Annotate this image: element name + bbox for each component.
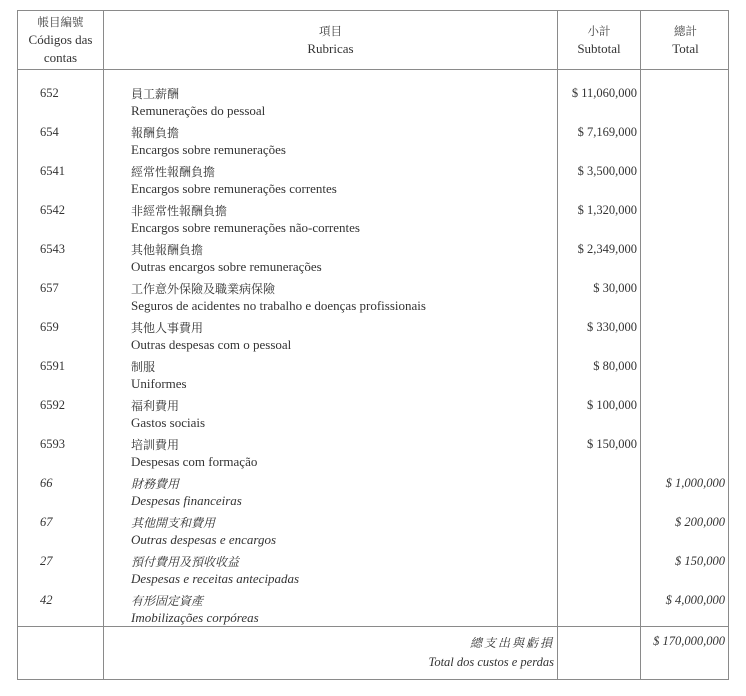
table-row — [18, 77, 730, 116]
table-row — [18, 155, 730, 194]
item-label-zh: 有形固定資產 — [131, 594, 204, 608]
item-label-pt: Uniformes — [131, 376, 187, 391]
account-code: 652 — [40, 86, 59, 100]
subtotal-value: $ 2,349,000 — [577, 242, 637, 256]
item-label-zh: 報酬負擔 — [131, 126, 180, 140]
item-label-zh: 福利費用 — [131, 399, 180, 413]
subtotal-value: $ 3,500,000 — [577, 164, 637, 178]
total-value: $ 1,000,000 — [665, 476, 725, 490]
subtotal-value: $ 100,000 — [587, 398, 637, 412]
header-total — [641, 11, 730, 69]
table-row — [18, 116, 730, 155]
item-label-zh: 預付費用及預收收益 — [131, 555, 240, 569]
account-code: 67 — [40, 515, 53, 529]
table-row — [18, 272, 730, 311]
header-code-zh: 帳目編號 — [37, 15, 84, 29]
total-label-zh: 總支出與虧損 — [469, 636, 554, 650]
item-label-pt: Despesas com formação — [131, 454, 258, 469]
item-label-pt: Despesas e receitas antecipadas — [131, 571, 300, 586]
account-code: 6541 — [40, 164, 65, 178]
account-code: 659 — [40, 320, 59, 334]
item-label-pt: Outras despesas com o pessoal — [131, 337, 292, 352]
header-total-pt: Total — [672, 41, 699, 56]
item-label-pt: Encargos sobre remunerações correntes — [131, 181, 337, 196]
header-subtotal-pt: Subtotal — [577, 41, 621, 56]
table-row — [18, 545, 730, 584]
item-label-pt: Despesas financeiras — [131, 493, 242, 508]
item-label-pt: Remunerações do pessoal — [131, 103, 266, 118]
account-code: 6592 — [40, 398, 65, 412]
subtotal-value: $ 330,000 — [587, 320, 637, 334]
item-label-zh: 其他人事費用 — [131, 321, 204, 335]
table-row — [18, 311, 730, 350]
total-row — [18, 629, 730, 679]
item-label-pt: Encargos sobre remunerações não-correntes — [131, 220, 360, 235]
header-item-zh: 項目 — [319, 24, 342, 38]
table-row — [18, 194, 730, 233]
header-subtotal — [558, 11, 640, 69]
subtotal-value: $ 150,000 — [587, 437, 637, 451]
total-value: $ 200,000 — [675, 515, 725, 529]
subtotal-value: $ 30,000 — [593, 281, 637, 295]
item-label-zh: 制服 — [131, 360, 156, 374]
table-row — [18, 389, 730, 428]
item-label-pt: Seguros de acidentes no trabalho e doenças profissionais — [131, 298, 426, 313]
account-code: 27 — [40, 554, 53, 568]
item-label-zh: 其他報酬負擔 — [131, 243, 204, 257]
table-row — [18, 233, 730, 272]
item-label-pt: Encargos sobre remunerações — [131, 142, 286, 157]
total-label-pt: Total dos custos e perdas — [428, 655, 554, 669]
item-label-pt: Outras despesas e encargos — [131, 532, 277, 547]
item-label-zh: 非經常性報酬負擔 — [131, 204, 228, 218]
account-code: 657 — [40, 281, 59, 295]
total-value: $ 150,000 — [675, 554, 725, 568]
item-label-zh: 其他開支和費用 — [131, 516, 216, 530]
footer-divider — [18, 626, 728, 627]
header-item — [104, 11, 557, 69]
item-label-pt: Outras encargos sobre remunerações — [131, 259, 322, 274]
item-label-zh: 培訓費用 — [131, 438, 180, 452]
account-code: 6593 — [40, 437, 65, 451]
account-code: 654 — [40, 125, 59, 139]
item-label-zh: 財務費用 — [131, 477, 180, 491]
item-label-zh: 經常性報酬負擔 — [131, 165, 216, 179]
subtotal-value: $ 80,000 — [593, 359, 637, 373]
header-total-zh: 總計 — [674, 24, 697, 38]
account-code: 6542 — [40, 203, 65, 217]
table-row — [18, 350, 730, 389]
account-code: 6591 — [40, 359, 65, 373]
account-code: 6543 — [40, 242, 65, 256]
header-subtotal-zh: 小計 — [587, 24, 611, 38]
subtotal-value: $ 11,060,000 — [571, 86, 637, 100]
item-label-zh: 員工薪酬 — [131, 87, 180, 101]
header-code-pt: Códigos das contas — [28, 32, 93, 65]
account-code: 66 — [40, 476, 53, 490]
table-row — [18, 506, 730, 545]
total-value: $ 4,000,000 — [665, 593, 725, 607]
budget-table — [17, 10, 729, 680]
table-row — [18, 428, 730, 467]
item-label-pt: Imobilizações corpóreas — [131, 610, 259, 625]
account-code: 42 — [40, 593, 53, 607]
table-row — [18, 467, 730, 506]
subtotal-value: $ 1,320,000 — [577, 203, 637, 217]
grand-total-value: $ 170,000,000 — [653, 634, 725, 648]
item-label-pt: Gastos sociais — [131, 415, 206, 430]
header-divider — [18, 69, 728, 70]
header-code — [18, 11, 103, 69]
table-row — [18, 584, 730, 623]
item-label-zh: 工作意外保險及職業病保險 — [131, 282, 276, 296]
subtotal-value: $ 7,169,000 — [577, 125, 637, 139]
header-item-pt: Rubricas — [307, 41, 354, 56]
